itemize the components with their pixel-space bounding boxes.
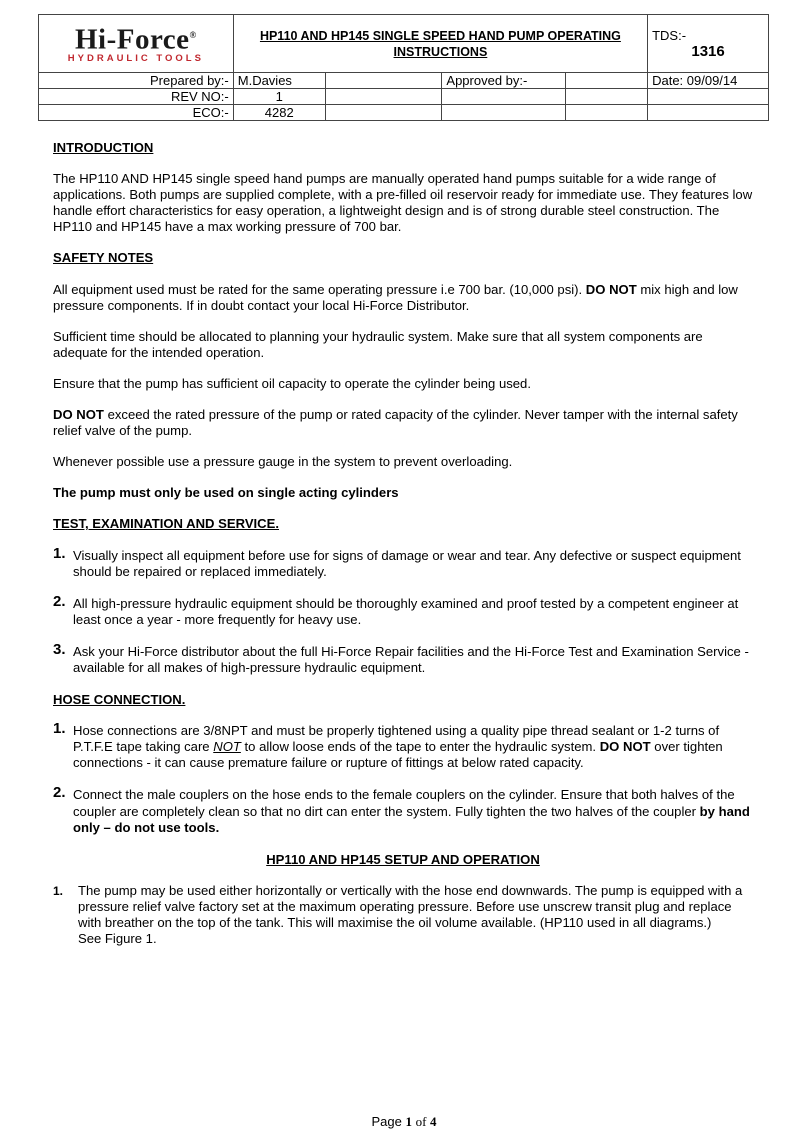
item-number: 1. (53, 883, 64, 898)
item-number: 1. (53, 544, 66, 562)
blank-cell (325, 73, 442, 89)
item-text: over tighten connections - it can cause premature failure or rupture of fittings at below rated capacity. (73, 739, 723, 771)
document-header (38, 14, 769, 121)
item-text: Connect the male couplers on the hose ends to the female couplers on the cylinder. Ensure that both halves of the coupler are completely clean so that no dirt can enter the system. Fully tighten the two halves of the coupler (73, 787, 735, 819)
page-number: 1 (405, 1114, 412, 1129)
list-item (53, 592, 753, 628)
blank-cell (648, 89, 769, 105)
tds-box (648, 15, 769, 73)
list-item (53, 784, 753, 835)
list-item (53, 544, 753, 580)
logo-subtitle: HYDRAULIC TOOLS (67, 52, 204, 64)
figure-reference: See Figure 1. (78, 931, 157, 947)
list-item (53, 640, 753, 676)
blank-cell (566, 73, 648, 89)
prepared-label: Prepared by:- (39, 73, 234, 89)
page-footer (0, 1114, 808, 1130)
prepared-value: M.Davies (233, 73, 325, 89)
safety-paragraph-3: Ensure that the pump has sufficient oil capacity to operate the cylinder being used. (53, 375, 531, 391)
blank-cell (325, 89, 442, 105)
safety-paragraph-6: The pump must only be used on single acting cylinders (53, 485, 399, 501)
safety-paragraph-5: Whenever possible use a pressure gauge in the system to prevent overloading. (53, 454, 513, 470)
safety-text: All equipment used must be rated for the same operating pressure i.e 700 bar. (10,000 psi). (53, 281, 583, 297)
item-text: The pump may be used either horizontally or vertically with the hose end downwards. The pump is equipped with a pressure relief valve factory set at the maximum operating pressure. Before use unscrew transit plug and replace with breather on the top of the tank. This will maximise the oil volume available. (HP110 used in all diagrams.) (78, 882, 743, 930)
item-text: Hose connections are 3/8NPT and must be properly tightened using a quality pipe thread sealant or 1-2 turns of P.T.F.E tape taking care (73, 723, 720, 755)
do-not-warning: DO NOT (585, 281, 637, 297)
logo-text: Hi-Force (74, 23, 190, 56)
item-text: to allow loose ends of the tape to enter the hydraulic system. (244, 739, 597, 755)
of-word: of (415, 1114, 427, 1129)
item-text: Ask your Hi-Force distributor about the full Hi-Force Repair facilities and the Hi-Force Test and Examination Service - available for all makes of high-pressure hydraulic equipment. (73, 643, 749, 675)
hose-heading: HOSE CONNECTION. (53, 692, 186, 708)
rev-row (39, 89, 769, 105)
safety-text: exceed the rated pressure of the pump or rated capacity of the cylinder. Never tamper with the internal safety relief valve of the pump. (53, 407, 738, 439)
item-number: 1. (53, 720, 66, 738)
setup-heading: HP110 AND HP145 SETUP AND OPERATION (266, 851, 540, 867)
list-item (53, 720, 753, 771)
bold-instruction: by hand only – do not use tools. (73, 803, 750, 835)
rev-label: REV NO:- (39, 89, 234, 105)
do-not-warning: DO NOT (53, 407, 104, 423)
approved-label: Approved by:- (442, 73, 566, 89)
intro-heading: INTRODUCTION (53, 140, 154, 155)
item-number: 2. (53, 592, 66, 610)
title-line-2: INSTRUCTIONS (393, 44, 488, 59)
document-title (233, 15, 647, 73)
document-body (53, 140, 753, 947)
blank-cell (566, 105, 648, 121)
blank-cell (566, 89, 648, 105)
item-text: Visually inspect all equipment before use for signs of damage or wear and tear. Any defective or suspect equipment should be repaired or replaced immediately. (73, 547, 741, 579)
page-word: Page (371, 1114, 402, 1129)
title-line-1: HP110 AND HP145 SINGLE SPEED HAND PUMP OPERATING (259, 28, 621, 43)
do-not-warning: DO NOT (599, 739, 651, 755)
logo-registered-mark: ® (189, 30, 197, 41)
intro-text: The HP110 AND HP145 single speed hand pumps are manually operated hand pumps suitable for a wide range of applications. Both pumps are supplied complete, with a pre-filled oil reservoir ready for immediate use. They features low handle effort characteristics for easy operation, a lightweight design and is of strong durable steel construction. The HP110 and HP145 have a max working pressure of 700 bar. (53, 171, 753, 235)
date-label: Date: 09/09/14 (648, 73, 769, 89)
tds-label: TDS:- (652, 27, 687, 43)
item-text: All high-pressure hydraulic equipment should be thoroughly examined and proof tested by a competent engineer at least once a year - more frequently for heavy use. (73, 595, 739, 627)
safety-paragraph-2: Sufficient time should be allocated to planning your hydraulic system. Make sure that all system components are adequate for the intended operation. (53, 328, 703, 360)
blank-cell (442, 89, 566, 105)
prepared-row (39, 73, 769, 89)
eco-value: 4282 (233, 105, 325, 121)
not-emphasis: NOT (213, 739, 241, 755)
tds-number: 1316 (691, 42, 725, 60)
eco-row (39, 105, 769, 121)
safety-paragraph-1 (53, 282, 753, 314)
safety-text: mix high and low pressure components. If in doubt contact your local Hi-Force Distributor. (53, 281, 738, 313)
company-logo (39, 15, 234, 73)
item-number: 2. (53, 784, 66, 802)
blank-cell (648, 105, 769, 121)
blank-cell (325, 105, 442, 121)
item-number: 3. (53, 640, 66, 658)
blank-cell (442, 105, 566, 121)
safety-paragraph-4 (53, 407, 753, 439)
test-heading: TEST, EXAMINATION AND SERVICE. (53, 516, 280, 532)
safety-heading: SAFETY NOTES (53, 250, 154, 266)
page-total: 4 (430, 1114, 437, 1129)
rev-value: 1 (233, 89, 325, 105)
list-item (53, 883, 753, 947)
eco-label: ECO:- (39, 105, 234, 121)
